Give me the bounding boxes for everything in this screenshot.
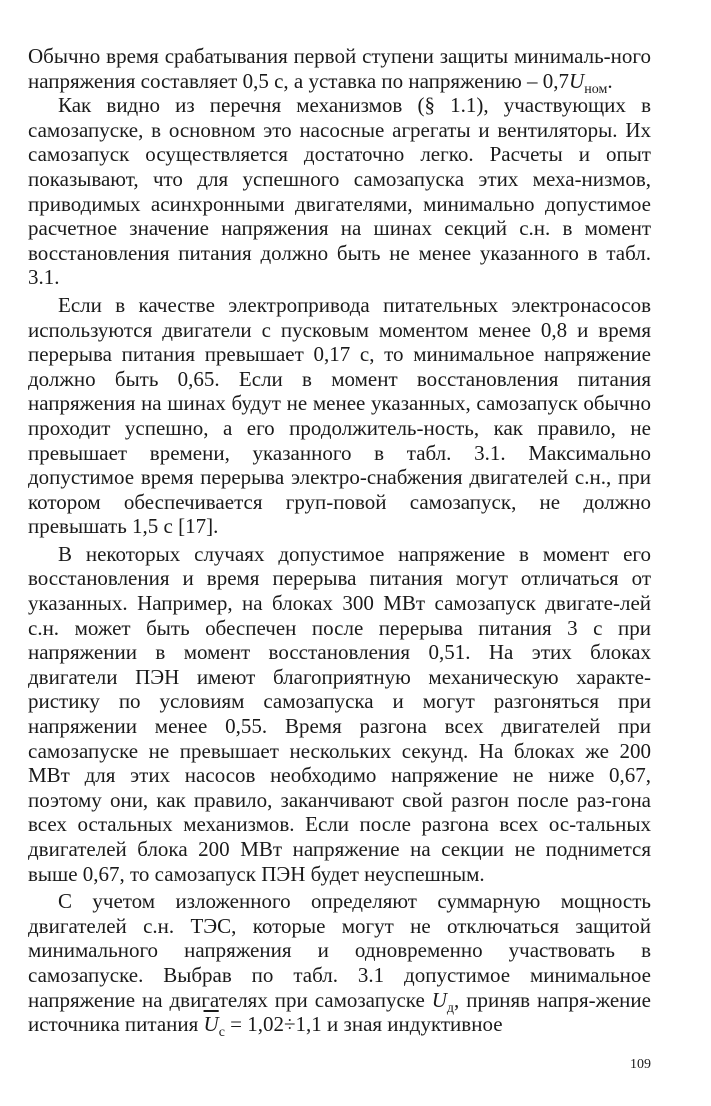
text-segment: $\overline{U}$ — [203, 1012, 219, 1037]
paragraph-5 — [28, 889, 651, 1041]
paragraph-1 — [28, 44, 651, 97]
page-text — [28, 44, 651, 1041]
paragraph-4 — [28, 542, 651, 886]
paragraph-2 — [28, 93, 651, 290]
text-segment: U — [431, 987, 447, 1012]
paragraph-3 — [28, 293, 651, 539]
text-segment: U — [569, 68, 585, 93]
text-segment: Как видно из перечня механизмов (§ 1.1), участвующих в самозапуске, в основном это насосные агрегаты и вентиляторы. Их самозапуск осуществляется достаточно легко. Расчеты и опыт показывают, что для успешного самозапуска этих меха-низмов, приводимых асинхронными двигателями, минимально допустимое расчетное значение напряжения на шинах секций с.н. в момент восстановления питания должно быть не менее указанного в табл. 3.1. — [28, 93, 651, 290]
text-segment: С учетом изложенного определяют суммарную мощность двигателей с.н. ТЭС, которые могут не отключаться защитой минимального напряжения и одновременно участвовать в самозапуске. Выбрав по табл. 3.1 допустимое минимальное напряжение на двигателях при самозапуске — [28, 889, 651, 1012]
text-segment: = 1,02÷1,1 и зная индуктивное — [224, 1012, 503, 1037]
text-segment: Обычно время срабатывания первой ступени защиты минималь-ного напряжения составляет 0,5 с, а уставка по напряжению – 0,7 — [28, 44, 651, 93]
page-number: 109 — [630, 1057, 651, 1072]
text-segment: Если в качестве электропривода питательных электронасосов используются двигатели с пусковым моментом менее 0,8 и время перерыва питания превышает 0,17 с, то минимальное напряжение должно быть 0,65. Если в момент восстановления питания напряжения на шинах будут не менее указанных, самозапуск обычно проходит успешно, а его продолжитель-ность, как правило, не превышает времени, указанного в табл. 3.1. Максимально допустимое время перерыва электро-снабжения двигателей с.н., при котором обеспечивается груп-повой самозапуск, не должно превышать 1,5 с [17]. — [28, 292, 651, 539]
text-segment: д — [446, 1000, 455, 1016]
text-segment: . — [607, 68, 613, 93]
text-segment: , приняв напря-жение источника питания — [28, 987, 651, 1037]
text-segment: с — [218, 1025, 225, 1041]
text-segment: В некоторых случаях допустимое напряжение в момент его восстановления и время перерыва питания могут отличаться от указанных. Например, на блоках 300 МВт самозапуск двигате-лей с.н. может быть обеспечен после перерыва питания 3 с при напряжении в момент восстановления 0,51. На этих блоках двигатели ПЭН имеют благоприятную механическую характе-ристику по условиям самозапуска и могут разгоняться при напряжении менее 0,55. Время разгона всех двигателей при самозапуске не превышает нескольких секунд. На блоках же 200 МВт для этих насосов необходимо напряжение не ниже 0,67, поэтому они, как правило, заканчивают свой разгон после раз-гона всех остальных механизмов. Если после разгона всех ос-тальных двигателей блока 200 МВт напряжение на секции не поднимется выше 0,67, то самозапуск ПЭН будет неуспешным. — [28, 541, 651, 886]
text-segment: ном — [584, 81, 608, 97]
